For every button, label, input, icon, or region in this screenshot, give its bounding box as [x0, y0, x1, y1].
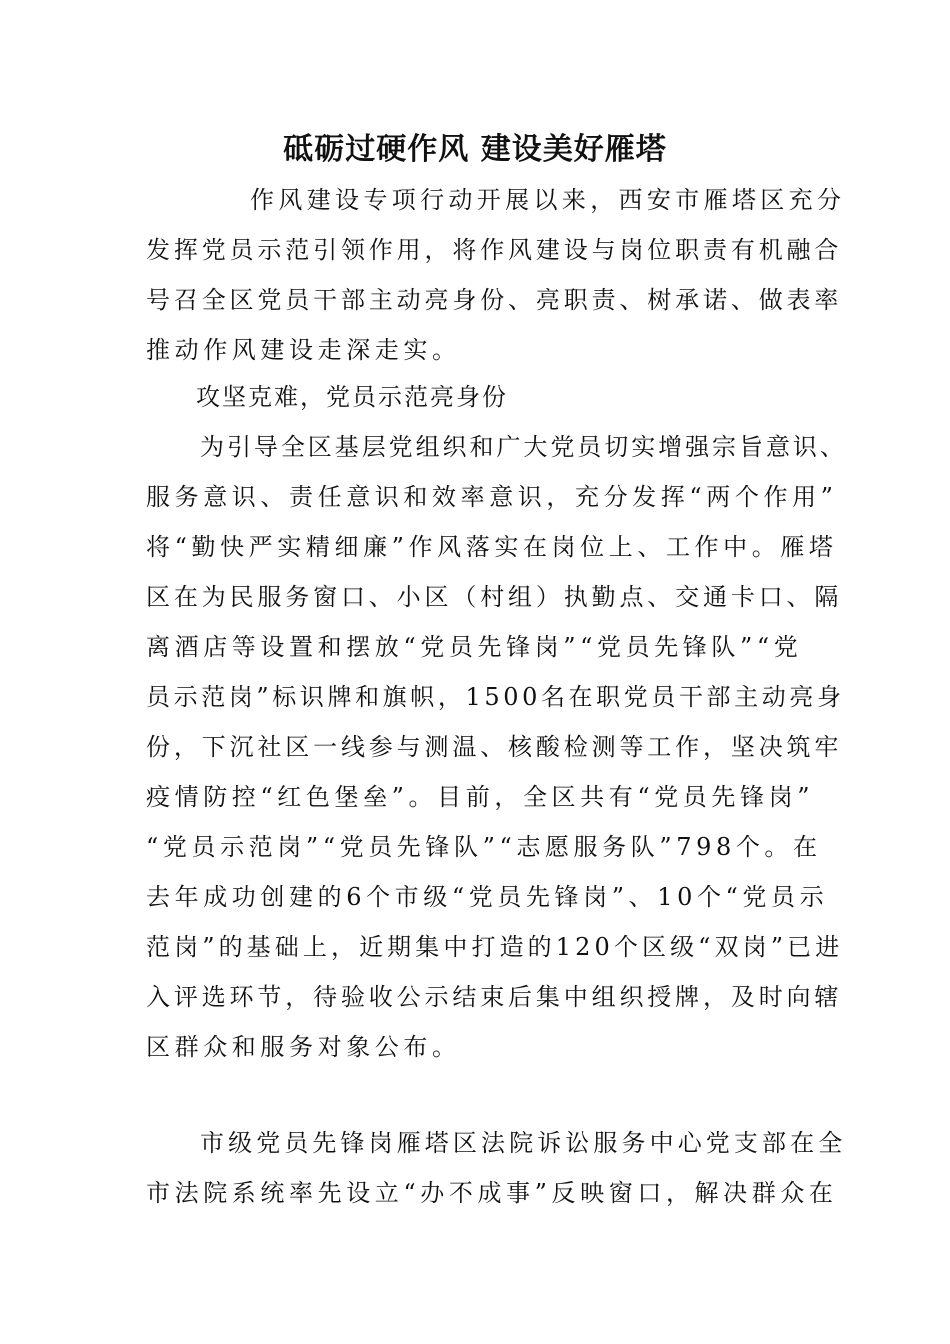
paragraph-line: 将“勤快严实精细廉”作风落实在岗位上、工作中。雁塔 [146, 533, 838, 561]
paragraph-line: 份，下沉社区一线参与测温、核酸检测等工作，坚决筑牢 [146, 733, 843, 761]
paragraph-line: 服务意识、责任意识和效率意识，充分发挥“两个作用” [146, 483, 838, 511]
document-title: 砥砺过硬作风 建设美好雁塔 [283, 132, 667, 167]
paragraph-line: 为引导全区基层党组织和广大党员切实增强宗旨意识、 [200, 433, 847, 461]
paragraph-line: 范岗”的基础上，近期集中打造的120个区级“双岗”已进 [146, 933, 844, 961]
paragraph-line: 区群众和服务对象公布。 [146, 1033, 461, 1061]
paragraph-line: “党员示范岗”“党员先锋队”“志愿服务队”798个。在 [146, 833, 822, 861]
paragraph-line: 推动作风建设走深走实。 [146, 336, 461, 364]
paragraph-line: 去年成功创建的6个市级“党员先锋岗”、10个“党员示 [146, 883, 829, 911]
paragraph-line: 号召全区党员干部主动亮身份、亮职责、树承诺、做表率 [146, 286, 843, 314]
paragraph-line: 离酒店等设置和摆放“党员先锋岗”“党员先锋队”“党 [146, 633, 803, 661]
paragraph-line: 作风建设专项行动开展以来，西安市雁塔区充分 [250, 186, 846, 214]
paragraph-line: 区在为民服务窗口、小区（村组）执勤点、交通卡口、隔 [146, 583, 843, 611]
paragraph-line: 发挥党员示范引领作用，将作风建设与岗位职责有机融合 [146, 236, 843, 264]
paragraph-line: 疫情防控“红色堡垒”。目前，全区共有“党员先锋岗” [146, 783, 815, 811]
section-heading: 攻坚克难，党员示范亮身份 [196, 383, 508, 411]
paragraph-line: 入评选环节，待验收公示结束后集中组织授牌，及时向辖 [146, 983, 843, 1011]
paragraph-line: 员示范岗”标识牌和旗帜，1500名在职党员干部主动亮身 [146, 683, 845, 711]
paragraph-line: 市级党员先锋岗雁塔区法院诉讼服务中心党支部在全 [200, 1129, 847, 1157]
paragraph-line: 市法院系统率先设立“办不成事”反映窗口，解决群众在 [146, 1179, 838, 1207]
